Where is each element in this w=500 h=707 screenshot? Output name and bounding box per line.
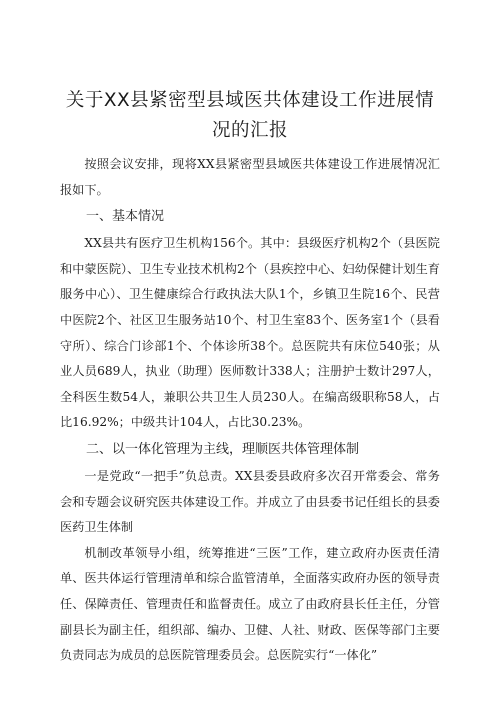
section-2-heading: 二、以一体化管理为主线，理顺医共体管理体制 [86, 441, 360, 457]
title-line-1: 关于XX县紧密型县域医共体建设工作进展情 [65, 90, 435, 111]
section-2-paragraph-1: 一是党政“一把手”负总责。XX县委县政府多次召开常委会、常务会和专题会议研究医共体建设工作。并成立了由县委书记任组长的县委医药卫生体制 [60, 468, 440, 535]
section-1-paragraph: XX县共有医疗卫生机构156个。其中：县级医疗机构2个（县医院和中蒙医院）、卫生专业技术机构2个（县疾控中心、妇幼保健计划生育服务中心）、卫生健康综合行政执法大队1个，乡镇卫生院16个、民营中医院2个、社区卫生服务站10个、村卫生室83个、医务室1个（县看守所）、综合门诊部1个、个体诊所38个。总医院共有床位540张；从业人员689人，执业（助理）医师数计338人；注册护士数计297人，全科医生数54人，兼职公共卫生人员230人。在编高级职称58人，占比16.92%；中级共计104人，占比30.23%。 [60, 236, 440, 430]
title-line-2: 况的汇报 [211, 120, 288, 141]
intro-paragraph: 按照会议安排，现将XX县紧密型县域医共体建设工作进展情况汇报如下。 [60, 157, 440, 197]
section-1-heading: 一、基本情况 [86, 209, 165, 225]
section-2-paragraph-2: 机制改革领导小组，统筹推进“三医”工作，建立政府办医责任清单、医共体运行管理清单和综合监管清单，全面落实政府办医的领导责任、保障责任、管理责任和监督责任。成立了由政府县长任主任，分管副县长为副主任，组织部、编办、卫健、人社、财政、医保等部门主要负责同志为成员的总医院管理委员会。总医院实行“一体化” [60, 545, 440, 663]
document-title [60, 86, 440, 146]
